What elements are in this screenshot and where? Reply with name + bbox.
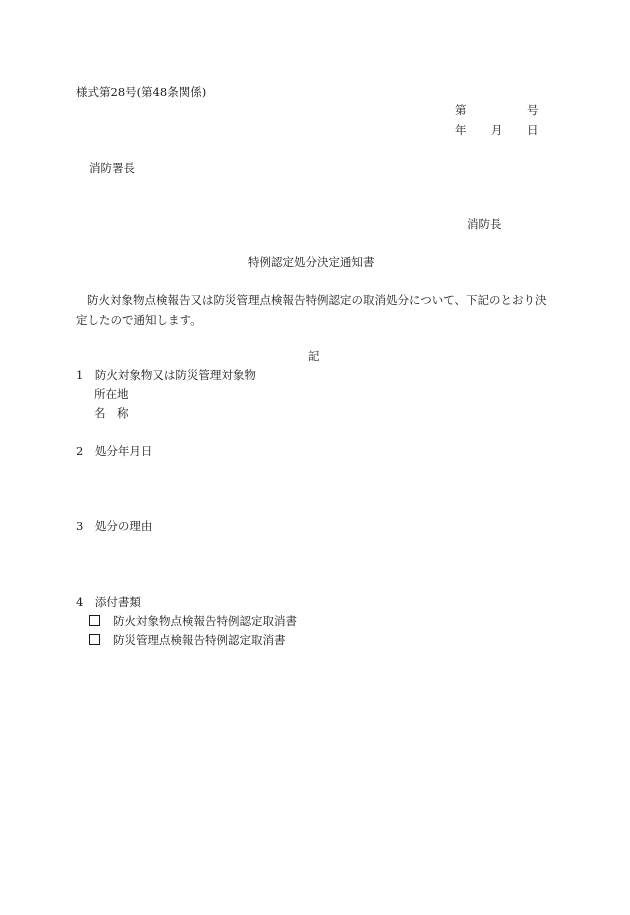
item1-label: 1 防火対象物又は防災管理対象物: [76, 368, 256, 382]
attachment-item: [89, 632, 286, 648]
item1-name: 名 称: [94, 406, 129, 420]
addressee: 消防署長: [89, 161, 135, 175]
attachment-label: 防火対象物点検報告特例認定取消書: [113, 614, 297, 628]
item1-location: 所在地: [94, 387, 129, 401]
attachment-item: [89, 613, 297, 629]
doc-number-suffix: 号: [527, 103, 539, 117]
attachment-label: 防災管理点検報告特例認定取消書: [113, 633, 286, 647]
ki-marker: 記: [308, 349, 320, 363]
body-text: 防火対象物点検報告又は防災管理点検報告特例認定の取消処分について、下記のとおり決定したので通知します。: [76, 293, 547, 327]
item2-label: 2 処分年月日: [76, 444, 153, 458]
checkbox-icon: [89, 615, 100, 626]
item3-label: 3 処分の理由: [76, 519, 153, 533]
sender: 消防長: [467, 217, 502, 231]
document-title: 特例認定処分決定通知書: [248, 255, 375, 269]
date-month: 月: [491, 123, 503, 137]
checkbox-icon: [89, 634, 100, 645]
doc-number-prefix: 第: [455, 103, 467, 117]
date-day: 日: [527, 123, 539, 137]
date-year: 年: [455, 123, 467, 137]
form-id: 様式第28号(第48条関係): [76, 85, 207, 99]
item4-label: 4 添付書類: [76, 595, 141, 609]
